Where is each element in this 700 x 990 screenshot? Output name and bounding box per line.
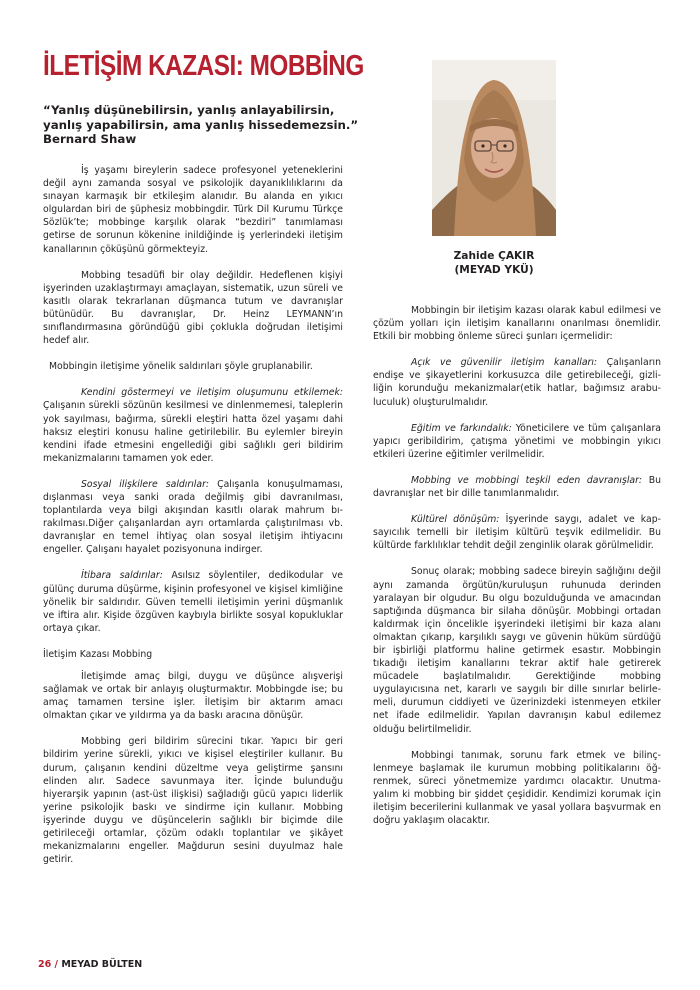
quote-line-1: “Yanlış düşünebilirsin, yanlış anlayabilirsin, — [43, 103, 335, 117]
paragraph-text: Asılsız söylentiler, dedikodular ve gülünç duruma düşürme, kişinin profesyonel ve kişisel kimliğine yönelik bir saldırıdır. Güven temelli iletişimin yerini düşmanlık ve iftira alır. Kişide özgüven kaybıyla birlikte sosyal kopukluklar ortaya çıkar. — [43, 570, 344, 634]
paragraph: Mobbingin bir iletişim kazası olarak kabul edilmesi ve çözüm yolları için iletişim kanallarını onarılması önemlidir. Etkili bir mobbing önleme süreci şunları içermelidir: — [373, 305, 661, 343]
author-portrait-image — [432, 60, 556, 236]
paragraph-emphasis: Eğitim ve farkındalık: — [411, 422, 512, 434]
paragraph — [43, 360, 343, 373]
paragraph-emphasis: Sosyal ilişkilere saldırılar: — [81, 478, 210, 490]
paragraph — [43, 386, 343, 465]
paragraph — [373, 513, 661, 552]
paragraph-text: Bu davranışlar net bir dille tanımlanmalıdır. — [373, 474, 661, 500]
paragraph — [373, 422, 661, 461]
paragraph: Mobbingi tanımak, sorunu fark etmek ve bilinçlenmeye başlamak ile kurumun mobbing politikalarını öğrenmek, süreci yönetmemize yardımcı olacaktır. Unutmayalım ki mobbing bir şiddet çeşididir. Kendimizi korumak için iletişim becerilerini kullanmak ve yasal yollara başvurmak en doğru yaklaşım olacaktır. — [373, 749, 661, 827]
page-footer — [38, 959, 142, 970]
paragraph: Sonuç olarak; mobbing sadece bireyin sağlığını değil aynı zamanda örgütün/kuruluşun ruhunuda derinden yaralayan bir olgudur. Bu olgu bozulduğunda ve amacından saptığında düşmanca bir silaha dönüşür. Mobbingi ortadan kaldırmak için öncelikle işyerindeki iletişimi bir kaza alanı olmaktan çıkarıp, karşılıklı saygı ve güvenin hüküm sürdüğü bir işbirliği platformu haline getirmek esastır. Mobbingin tıkadığı iletişim kanallarını tekrar aktif hale getirerek mücadele başlatılmalıdır. Gerektiğinde mobbing uygulayıcısına net, kararlı ve saygılı bir dille sınırlar belirlemeli, durumun ciddiyeti ve üzerinizdeki istenmeyen etkiler net ifade edilmelidir. Yapılan davranışın kabul edilemez olduğu belirtilmelidir. — [373, 566, 661, 735]
paragraph-text: Çalışanların endişe ve şikayetlerini korkusuzca dile getirebileceği, gizliliğin korunduğu mekanizmalar(etik hatlar, bağımsız arabuluculuk) oluşturulmalıdır. — [373, 357, 661, 408]
right-column — [373, 304, 661, 827]
paragraph-text: Yöneticilere ve tüm çalışanlara yapıcı geribildirim, çatışma yönetimi ve mobbingin yıkıcı etkileri üzerine eğitimler verilmelidir. — [373, 422, 661, 460]
paragraph-text: Çalışanla konuşulmaması, dışlanması veya sanki orada değilmiş gibi davranılması, toplantılarda veya bilgi akışından kasıtlı olarak mahrum bırakılması.Diğer çalışanlardan ayrı ortamlarda çalıştırılması vb. davranışlar en temel ihtiyaç olan sosyal iletişim ihtiyacını engeller. Çalışanı hayalet pozisyonuna indirger. — [43, 478, 343, 556]
paragraph: Mobbing tesadüfi bir olay değildir. Hedeflenen kişiyi işyerinden uzaklaştırmayı amaçlayan, sistematik, uzun süreli ve kasıtlı olarak tekrarlanan düşmanca tutum ve davranışlar bütünüdür. Bu davranışlar, Dr. Heinz LEYMANN’ın sınıflandırmasına göründüğü gibi çoklukla doğrudan iletişimi hedef alır. — [43, 269, 343, 347]
paragraph-emphasis: Açık ve güvenilir iletişim kanalları: — [411, 357, 598, 369]
quote-line-2: yanlış yapabilirsin, ama yanlış hissedemezsin.” — [43, 117, 359, 132]
paragraph-emphasis: Kendini göstermeyi ve iletişim oluşumunu etkilemek: — [81, 387, 343, 399]
paragraph — [373, 356, 661, 408]
paragraph-emphasis: Mobbing ve mobbingi teşkil eden davranışlar: — [411, 474, 643, 486]
footer-separator: / — [51, 959, 62, 970]
quote-attribution: Bernard Shaw — [43, 132, 137, 146]
paragraph — [43, 478, 343, 557]
left-column — [43, 164, 343, 866]
paragraph-text: Çalışanın sürekli sözünün kesilmesi ve dinlenmemesi, taleplerin yok sayılması, bağırma, sürekli eleştiri hatta özel yaşamı dahi haksız eleştiri konusu haline getirilebilir. Bu eylemler bireyin kendini ifade etmesini engellediği gibi sağlıklı geri bildirim mekanizmalarını tamamen yok eder. — [43, 400, 343, 464]
paragraph-text: İşyerinde saygı, adalet ve kapsayıcılık temelli bir iletişim kültürü teşvik edilmelidir. Bu kültürde farklılıklar tehdit değil zenginlik olarak görülmelidir. — [373, 514, 661, 552]
page-number: 26 — [38, 959, 52, 970]
paragraph — [43, 569, 343, 634]
author-name: Zahide ÇAKIR — [453, 250, 535, 262]
epigraph-quote — [43, 103, 359, 147]
author-caption — [432, 249, 556, 277]
publication-name: MEYAD BÜLTEN — [61, 959, 143, 970]
paragraph: Mobbing geri bildirim sürecini tıkar. Yapıcı bir geri bildirim yerine sürekli, yıkıcı ve kişisel eleştiriler kullanır. Bu durum, çalışanın kendini düzeltme veya geliştirme şansını elinden alır. Sadece savunmaya iter. İçinde bulunduğu hiyerarşik yapının (ast-üst ilişkisi) sağladığı gücü yapıcı liderlik yerine psikolojik baskı ve sindirme için kullanır. Mobbing işyerinde duygu ve düşüncelerin sağlıklı bir biçimde dile getirileceği ortamlar, çözüm odaklı toplantılar ve şikâyet mekanizmalarını engeller. Mağdurun sesini duyulmaz hale getirir. — [43, 736, 343, 866]
paragraph — [373, 474, 661, 500]
paragraph: İş yaşamı bireylerin sadece profesyonel yeteneklerini değil aynı zamanda sosyal ve psikolojik dayanıklılıklarını da sınayan karmaşık bir etkileşim alanıdır. Bu alanda en yıkıcı olgulardan biri de şüphesiz mobbingdir. Türk Dil Kurumu Türkçe Sözlük’te; mobbinge karşılık olarak “bezdiri” tanımlaması getirse de sorunun kökenine inildiğinde iş yerlerindeki iletişim kanallarının çöküşünü görmekteyiz. — [43, 165, 343, 255]
paragraph-emphasis: İtibara saldırılar: — [81, 570, 163, 582]
author-photo — [432, 60, 556, 236]
paragraph-text: Mobbingin iletişime yönelik saldırıları şöyle gruplanabilir. — [49, 361, 313, 373]
paragraph-emphasis: Kültürel dönüşüm: — [411, 514, 500, 526]
article-title: İLETİŞİM KAZASI: MOBBİNG — [43, 50, 364, 82]
paragraph: İletişimde amaç bilgi, duygu ve düşünce alışverişi sağlamak ve ortak bir anlayış oluşturmaktır. Mobbingde ise; bu amaç tamamen tersine işler. İletişim bir aktarım amacı olmaktan çıkar ve yıldırma ya da baskı aracına dönüşür. — [43, 671, 343, 722]
author-affiliation: (MEYAD YKÜ) — [454, 264, 534, 276]
section-heading: İletişim Kazası Mobbing — [43, 648, 153, 660]
